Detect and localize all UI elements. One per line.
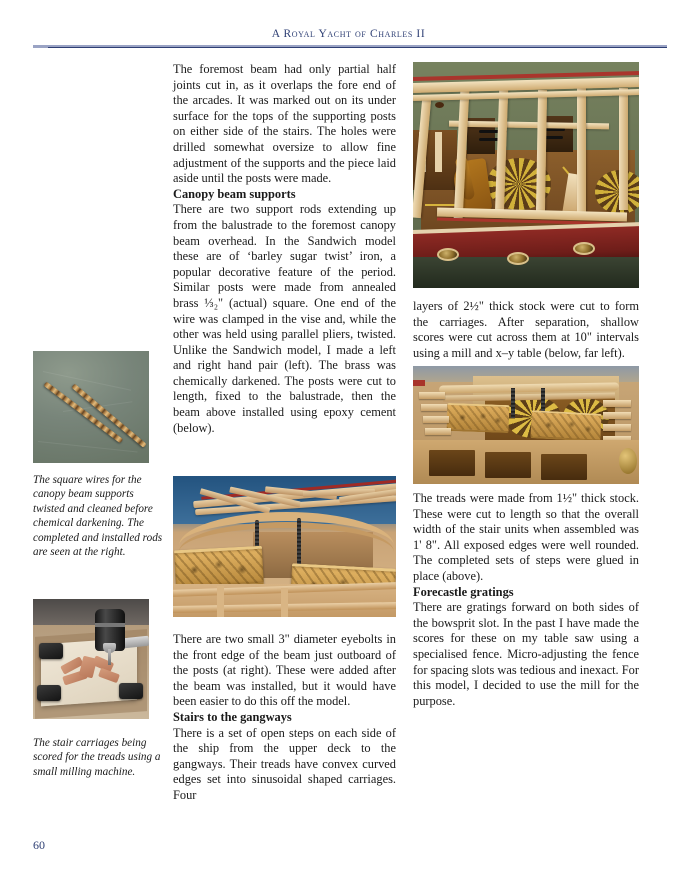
middle-paragraph-3: There are two small 3" diameter eyebolts in the front edge of the beam just outboard of the posts (at right). These were added after the beam was installed, but it would have been easier to do this off the model.: [173, 632, 396, 709]
mill-clamp: [39, 643, 63, 659]
brass-porthole: [507, 252, 529, 265]
right-paragraph-2: The treads were made from 1½" thick stock. These were cut to length so that the overall width of the stair units when assembled was 1' 8". All exposed edges were well rounded. The completed sets of steps were glued in place (above).: [413, 491, 639, 583]
figure-milling-machine: [33, 599, 149, 719]
subhead-canopy-beam-supports: Canopy beam supports: [173, 186, 296, 201]
deck-opening: [485, 452, 531, 478]
deck-cross-member: [217, 586, 224, 617]
page-number: 60: [33, 838, 45, 852]
figure-stairs-and-gratings: [413, 366, 639, 484]
figure-ship-model-cabin: [413, 62, 639, 288]
mill-background: [33, 599, 149, 625]
middle-column: [173, 62, 396, 436]
barley-twist-support-rod: [511, 388, 515, 418]
cabin-frame-post: [577, 88, 586, 212]
stair-tread: [423, 416, 449, 423]
subhead-stairs-to-the-gangways: Stairs to the gangways: [173, 709, 292, 724]
gilded-carved-balustrade-panel: [530, 410, 601, 442]
stair-tread: [425, 428, 451, 435]
mill-cutter-bit: [108, 649, 111, 665]
caption-wires: The square wires for the canopy beam supports twisted and cleaned before chemical darkening. The completed and installed rods are seen at the right.: [33, 474, 163, 559]
cabin-frame-post: [619, 88, 628, 210]
stair-tread: [419, 392, 445, 399]
figure-balustrade-closeup: [173, 476, 396, 617]
right-paragraph-1: layers of 2½" thick stock were cut to form the carriages. After separation, shallow scores were cut across them at 10" intervals using a mill and x–y table (below, far left).: [413, 299, 639, 360]
drilled-hole: [435, 102, 444, 108]
stair-tread: [603, 400, 631, 407]
middle-column-lower: [173, 632, 396, 804]
stair-tread: [603, 412, 631, 419]
left-caption-block-2: [33, 736, 164, 779]
brass-porthole: [437, 248, 459, 261]
caption-mill: The stair carriages being scored for the treads using a small milling machine.: [33, 737, 161, 778]
deck-opening: [429, 450, 475, 476]
middle-paragraph-1: The foremost beam had only partial half joints cut in, as it overlaps the fore end of the arcades. It was marked out on its under surface for the tops of the supporting posts on either side of the stairs. The holes were drilled somewhat oversize to allow fine adjustment of the supports and the piece laid aside until the posts were made.: [173, 62, 396, 186]
right-paragraph-3: There are gratings forward on both sides of the bowsprit slot. In the past I have made the scores for these on my table saw using a specialised fence. Micro-adjusting the fence for spacing slots was tedious and inexact. For this model, I decided to use the mill for the purpose.: [413, 600, 639, 708]
figure-twisted-brass-wires: [33, 351, 149, 463]
barley-twist-support-rod: [297, 518, 301, 568]
cabin-slat: [435, 132, 442, 172]
mill-chuck-ring: [95, 623, 125, 627]
brass-fitting: [619, 448, 637, 474]
gilded-carved-balustrade-panel: [447, 403, 510, 433]
sunburst-inlay: [595, 170, 639, 214]
running-head: A Royal Yacht of Charles II: [271, 28, 426, 40]
mill-clamp: [119, 683, 143, 699]
middle-paragraph-2: There are two support rods extending up from the balustrade to the foremost canopy beam overhead. In the Sandwich model these are of ‘barley sugar twist’ iron, a popular decorative feature of the period. Similar posts were made from annealed brass ⅓₂" (actual) square. One end of the wire was clamped in the vise and, while the other was held using parallel pliers, twisted. Unlike the Sandwich model, I made a left and right hand pair (left). The brass was chemically darkened. The posts were cut to length, fixed to the balustrade, then the beam above installed using epoxy cement (below).: [173, 202, 396, 435]
brass-porthole: [573, 242, 595, 255]
left-caption-block-1: [33, 473, 164, 559]
stair-tread: [421, 404, 447, 411]
right-column-lower: [413, 491, 639, 709]
middle-paragraph-4: There is a set of open steps on each side of the ship from the upper deck to the gangways. Their treads have convex curved edges set into sinusoidal shaped carriages. Four: [173, 725, 396, 802]
right-column-upper: [413, 299, 639, 361]
deck-opening: [541, 454, 587, 480]
stair-tread: [603, 424, 631, 431]
subhead-forecastle-gratings: Forecastle gratings: [413, 584, 514, 599]
header-rule-dark: [48, 47, 667, 49]
deck-cross-member: [281, 588, 288, 617]
mill-clamp: [37, 685, 61, 701]
